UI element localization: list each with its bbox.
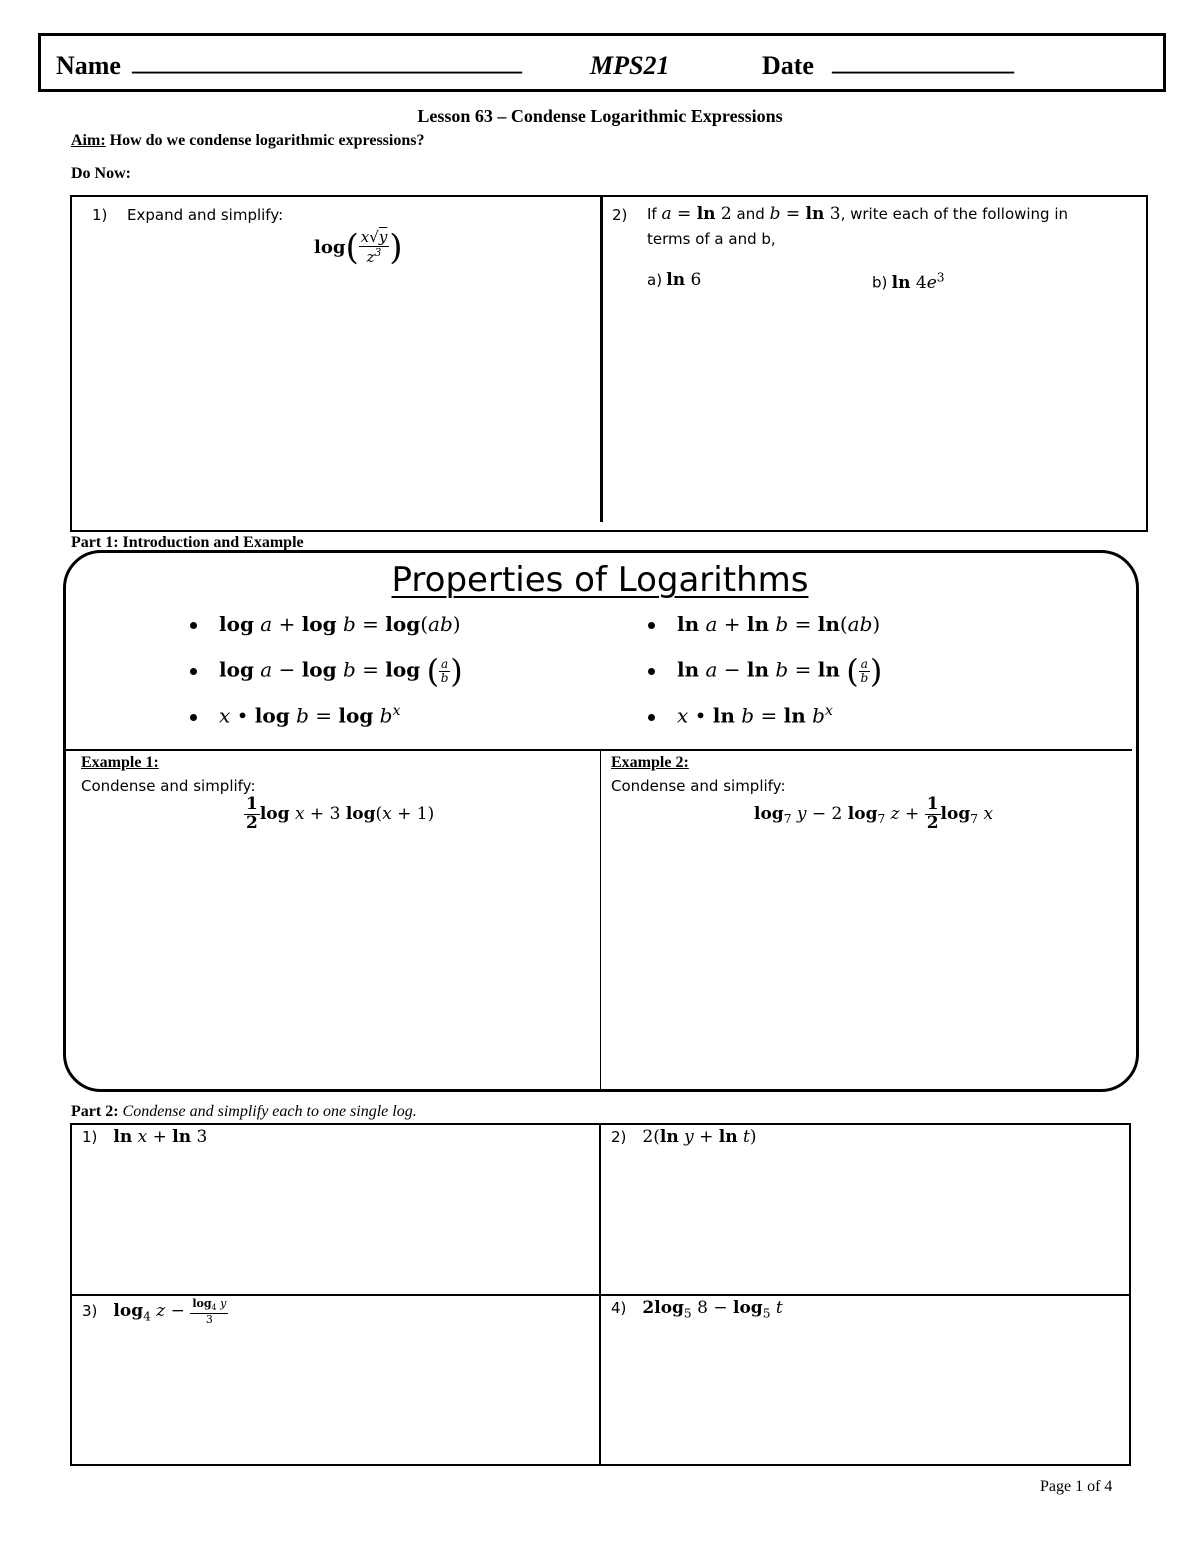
aim-line (71, 132, 424, 150)
property-ln-quotient: ln a − ln b = ln ( $\frac{a}{b}$ ) (648, 652, 882, 690)
do-now-divider (600, 196, 603, 522)
do-now-q1-number: 1) (92, 206, 108, 224)
example1-label: Example 1: (81, 754, 159, 771)
lesson-title: Lesson 63 – Condense Logarithmic Expressions (417, 106, 783, 126)
do-now-q1-expression: log( $\frac{x√y}{z^3}$ ) (314, 228, 403, 268)
do-now-grid (70, 195, 1148, 532)
do-now-q2-number: 2) (612, 206, 628, 224)
part2-item-2: 2) 2(ln y + ln t) (611, 1127, 757, 1147)
do-now-q2-part-a: a) ln 6 (647, 270, 702, 290)
page-number: Page 1 of 4 (1040, 1478, 1113, 1495)
part2-heading: Part 2: Condense and simplify each to one single log. (71, 1103, 417, 1120)
part2-item-1: 1) ln x + ln 3 (82, 1127, 208, 1147)
do-now-label: Do Now: (71, 165, 131, 182)
example1-prompt: Condense and simplify: (81, 777, 256, 795)
date-line[interactable]: ______________ (832, 47, 1014, 76)
properties-divider (66, 749, 1132, 751)
name-line[interactable]: ______________________________ (132, 47, 522, 76)
property-log-product: log a + log b = log(ab) (190, 612, 461, 636)
property-ln-product: ln a + ln b = ln(ab) (648, 612, 880, 636)
properties-title: Properties of Logarithms (391, 560, 809, 600)
example2-label: Example 2: (611, 754, 689, 771)
aim-text: How do we condense logarithmic expressions? (109, 132, 425, 149)
aim-label: Aim: (71, 132, 106, 149)
part2-horizontal-divider (71, 1294, 1130, 1296)
do-now-q1-prompt: Expand and simplify: (127, 206, 284, 224)
example2-expression: $\log_7 y - 2$ $\log_7 z$ + $\frac{1}{2}$ $\log_7 x$ (754, 794, 994, 833)
do-now-q2-prompt: If a = ln 2 and b = ln 3, write each of the following in (647, 204, 1069, 224)
do-now-q2-part-b: b) $\ln 4e^3$ (872, 270, 945, 293)
part1-label: Part 1: Introduction and Example (71, 534, 304, 551)
course-code: MPS21 (590, 51, 670, 80)
property-ln-power: x • $\ln b = \ln b^x$ (648, 703, 833, 728)
example2-prompt: Condense and simplify: (611, 777, 786, 795)
example1-expression: $\frac{1}{2}$ log x + 3 log(x + 1) (246, 794, 435, 833)
property-log-quotient: log a − log b = log ( $\frac{a}{b}$ ) (190, 652, 463, 690)
examples-divider (600, 751, 601, 1091)
part2-item-4: 4) $2\log_5$ $8 - \log_5 t$ (611, 1298, 783, 1321)
name-label: Name (56, 51, 121, 80)
date-label: Date (762, 51, 814, 80)
part2-item-3: 3) $\log_4 z$ − $\frac{\log_4 y}{3}$ (82, 1297, 227, 1326)
property-log-power: x • $\log b = \log b^x$ (190, 703, 401, 728)
do-now-q2-prompt-line2: terms of a and b, (647, 230, 776, 248)
